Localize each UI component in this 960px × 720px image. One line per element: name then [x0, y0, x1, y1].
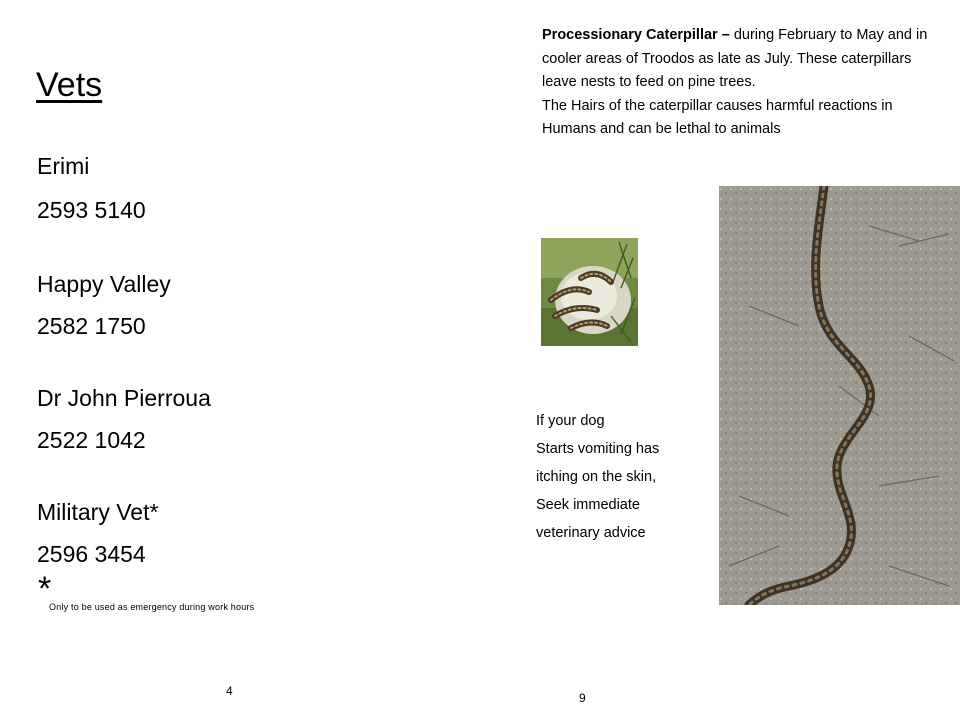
- vet-phone-dr-john-pierroua: 2522 1042: [37, 427, 146, 453]
- warning-line: Starts vomiting has: [536, 441, 660, 457]
- vet-name-military: Military Vet*: [37, 499, 159, 525]
- vet-name-happy-valley: Happy Valley: [37, 271, 171, 297]
- vet-phone-erimi: 2593 5140: [37, 197, 146, 223]
- article-intro: during February to May and in cooler areas of Troodos as late as July. These caterpillars leave nests to feed on pine trees.: [542, 27, 928, 90]
- footnote-asterisk: *: [38, 570, 52, 608]
- vet-name-dr-john-pierroua: Dr John Pierroua: [37, 385, 211, 411]
- page-title: Vets: [36, 66, 103, 104]
- article-heading: Processionary Caterpillar –: [542, 27, 730, 43]
- caterpillar-article: [542, 24, 937, 142]
- caterpillar-procession-photo: [719, 186, 960, 605]
- vet-phone-happy-valley: 2582 1750: [37, 313, 146, 339]
- caterpillar-nest-photo: [541, 238, 638, 346]
- warning-line: Seek immediate: [536, 497, 640, 513]
- vet-name-erimi: Erimi: [37, 153, 90, 179]
- vet-phone-military: 2596 3454: [37, 541, 146, 567]
- footnote-text: Only to be used as emergency during work hours: [49, 602, 255, 612]
- dog-warning: [536, 407, 716, 547]
- article-paragraph-2: The Hairs of the caterpillar causes harmful reactions in Humans and can be lethal to animals: [542, 97, 893, 137]
- page-number-right: 9: [579, 691, 586, 705]
- warning-line: itching on the skin,: [536, 469, 657, 485]
- page-number-left: 4: [226, 684, 233, 698]
- warning-line: If your dog: [536, 413, 605, 429]
- warning-line: veterinary advice: [536, 525, 646, 541]
- article-paragraph-1: [542, 24, 937, 95]
